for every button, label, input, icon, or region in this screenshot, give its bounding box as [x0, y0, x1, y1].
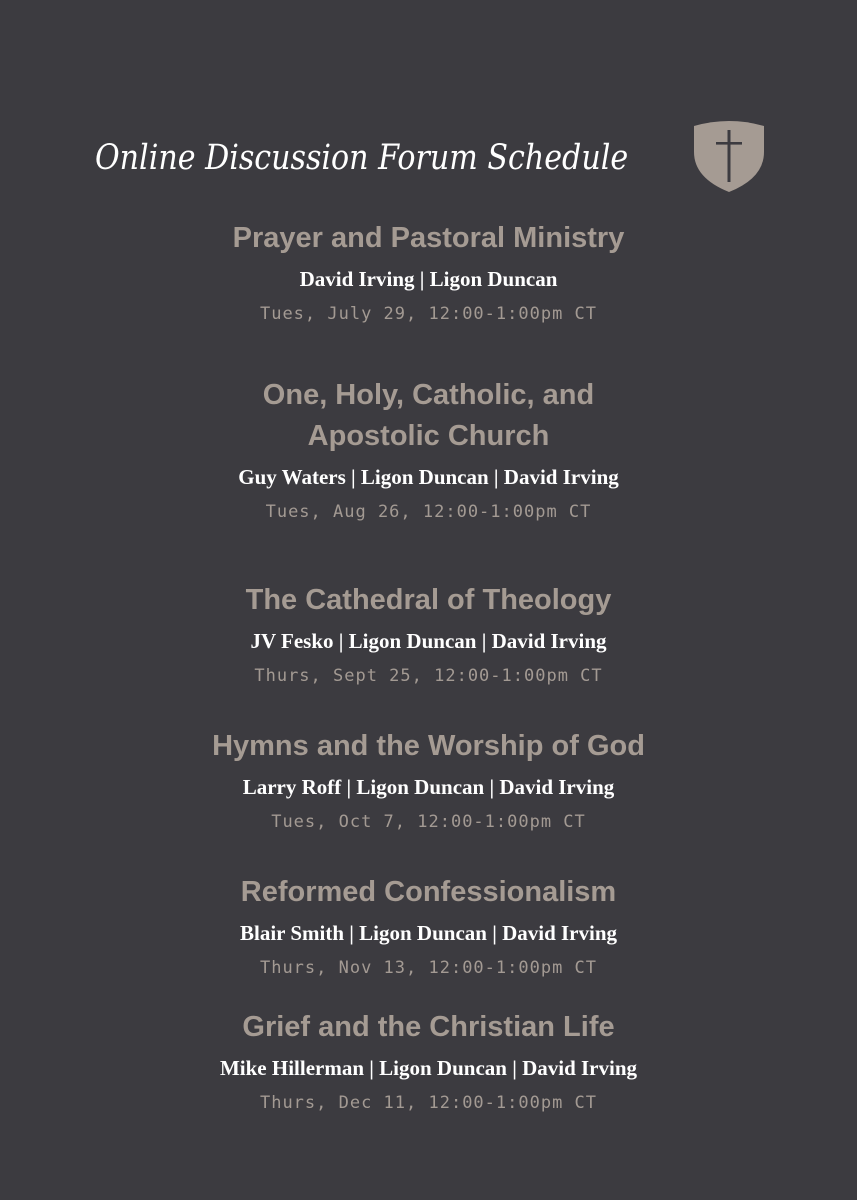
- session-title: Prayer and Pastoral Ministry: [232, 222, 625, 254]
- shield-cross-icon: [690, 118, 768, 194]
- session-item: [0, 1007, 857, 1116]
- session-item: [0, 580, 857, 689]
- session-title: Reformed Confessionalism: [240, 876, 617, 908]
- page-title: Online Discussion Forum Schedule: [95, 138, 629, 178]
- session-speakers: Guy Waters | Ligon Duncan | David Irving: [238, 465, 619, 489]
- session-title: One, Holy, Catholic, and: [262, 379, 595, 411]
- session-title: The Cathedral of Theology: [245, 584, 612, 616]
- session-speakers: Mike Hillerman | Ligon Duncan | David Irving: [219, 1056, 638, 1080]
- session-item: [0, 872, 857, 981]
- session-title-line-2: Apostolic Church: [307, 420, 550, 452]
- session-date: Thurs, Sept 25, 12:00-1:00pm CT: [254, 666, 603, 686]
- session-speakers: Larry Roff | Ligon Duncan | David Irving: [242, 775, 615, 799]
- session-speakers: JV Fesko | Ligon Duncan | David Irving: [250, 629, 607, 653]
- session-title: Grief and the Christian Life: [242, 1011, 615, 1043]
- session-date: Tues, Oct 7, 12:00-1:00pm CT: [271, 812, 586, 832]
- session-speakers: David Irving | Ligon Duncan: [299, 267, 558, 291]
- session-title: Hymns and the Worship of God: [212, 730, 645, 762]
- session-date: Thurs, Dec 11, 12:00-1:00pm CT: [259, 1093, 598, 1113]
- session-date: Tues, Aug 26, 12:00-1:00pm CT: [265, 502, 592, 522]
- session-item: [0, 218, 857, 327]
- session-speakers: Blair Smith | Ligon Duncan | David Irving: [239, 921, 618, 945]
- session-date: Thurs, Nov 13, 12:00-1:00pm CT: [259, 958, 598, 978]
- session-item: [0, 726, 857, 835]
- session-item: [0, 375, 857, 525]
- session-date: Tues, July 29, 12:00-1:00pm CT: [259, 304, 598, 324]
